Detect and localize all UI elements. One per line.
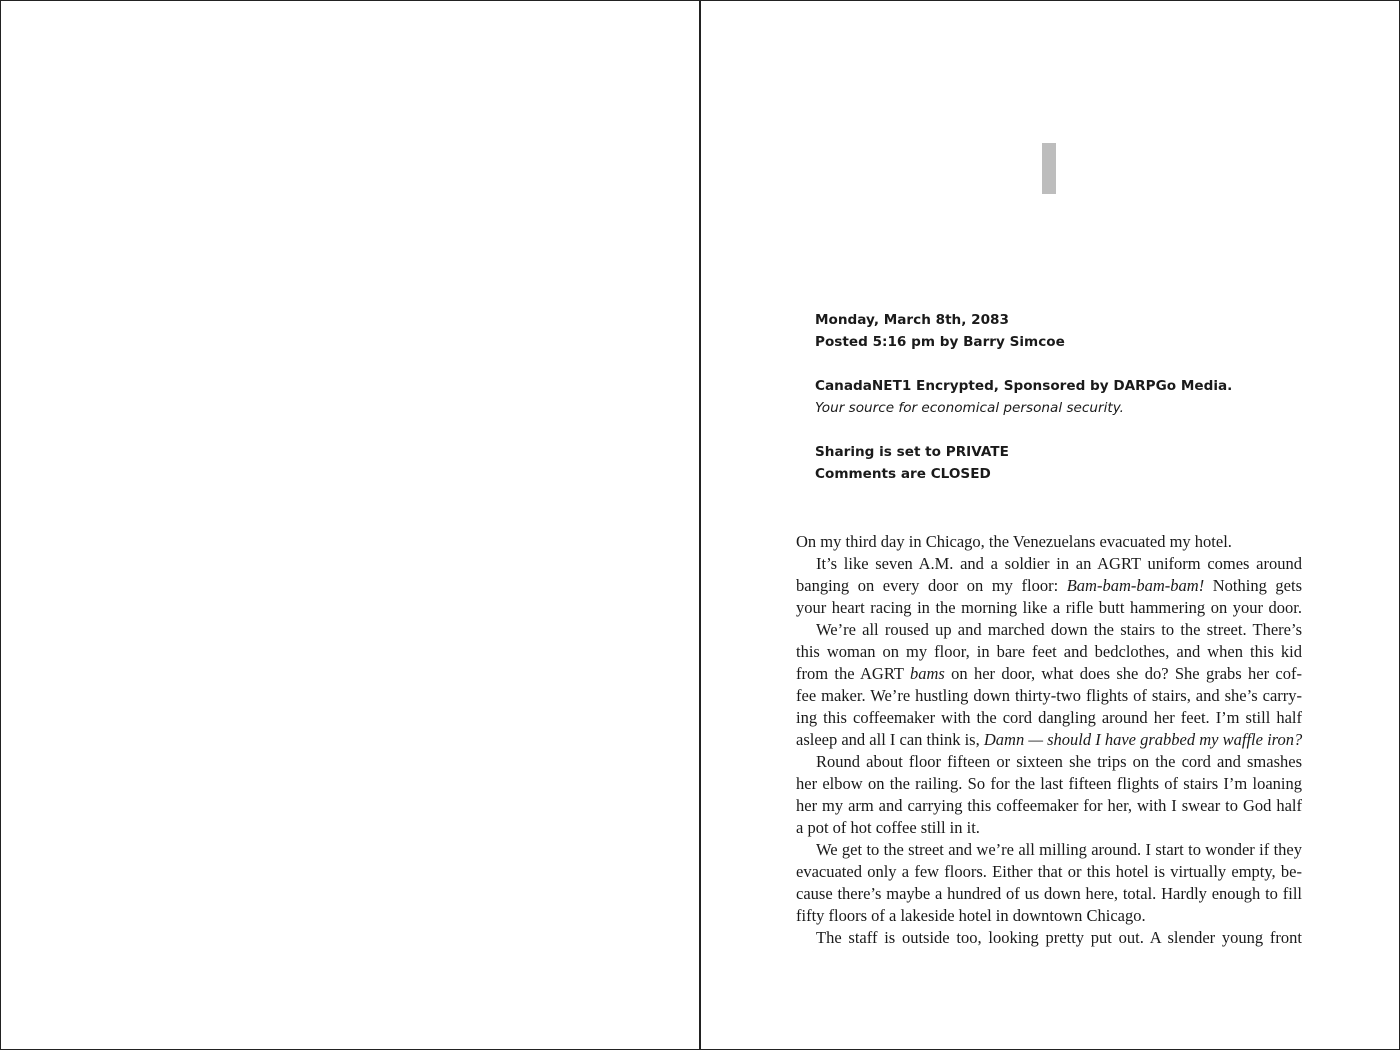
text-line: fee maker. We’re hustling down thirty-two flights of stairs, and she’s carry- [796,686,1302,705]
sharing-status: Sharing is set to PRIVATE [815,444,1009,460]
text-line: asleep and all I can think is, Damn — should I have grabbed my waffle iron? [796,730,1303,749]
spacer [815,353,1255,375]
text-line: this woman on my floor, in bare feet and bedclothes, and when this kid [796,642,1302,661]
text-line: from the AGRT bams on her door, what does she do? She grabs her cof- [796,664,1302,683]
text-line: We get to the street and we’re all milling around. I start to wonder if they [816,840,1302,859]
post-byline: Posted 5:16 pm by Barry Simcoe [815,334,1065,350]
chapter-number-mark [1042,143,1056,194]
text-line: It’s like seven A.M. and a soldier in an AGRT uniform comes around [816,554,1302,573]
text-line: fifty floors of a lakeside hotel in downtown Chicago. [796,906,1146,925]
text-line: your heart racing in the morning like a rifle butt hammering on your door. [796,598,1302,617]
text-line: Round about floor fifteen or sixteen she trips on the cord and smashes [816,752,1302,771]
text-line: banging on every door on my floor: Bam-bam-bam-bam! Nothing gets [796,576,1302,595]
blog-post-header [815,309,1255,485]
text-line: evacuated only a few floors. Either that or this hotel is virtually empty, be- [796,862,1302,881]
text-line: a pot of hot coffee still in it. [796,818,980,837]
spacer [815,419,1255,441]
italic-phrase: bams [909,664,945,683]
text-line: ing this coffeemaker with the cord dangling around her feet. I’m still half [796,708,1302,727]
comments-status: Comments are CLOSED [815,466,991,482]
text-line: her elbow on the railing. So for the last fifteen flights of stairs I’m loaning [796,774,1302,793]
text-line: On my third day in Chicago, the Venezuelans evacuated my hotel. [796,532,1232,551]
post-date: Monday, March 8th, 2083 [815,312,1009,328]
sponsor-tagline: Your source for economical personal security. [815,400,1124,416]
text-line: We’re all roused up and marched down the stairs to the street. There’s [816,620,1302,639]
right-page [699,0,1400,1050]
italic-phrase: Damn — should I have grabbed my waffle iron? [983,730,1303,749]
text-line: The staff is outside too, looking pretty put out. A slender young front [816,928,1302,947]
text-line: her my arm and carrying this coffeemaker for her, with I swear to God half [796,796,1302,815]
chapter-body-text [796,531,1302,949]
text-line: cause there’s maybe a hundred of us down here, total. Hardly enough to fill [796,884,1302,903]
italic-phrase: Bam-bam-bam-bam! [1066,576,1205,595]
network-sponsor: CanadaNET1 Encrypted, Sponsored by DARPGo Media. [815,378,1233,394]
